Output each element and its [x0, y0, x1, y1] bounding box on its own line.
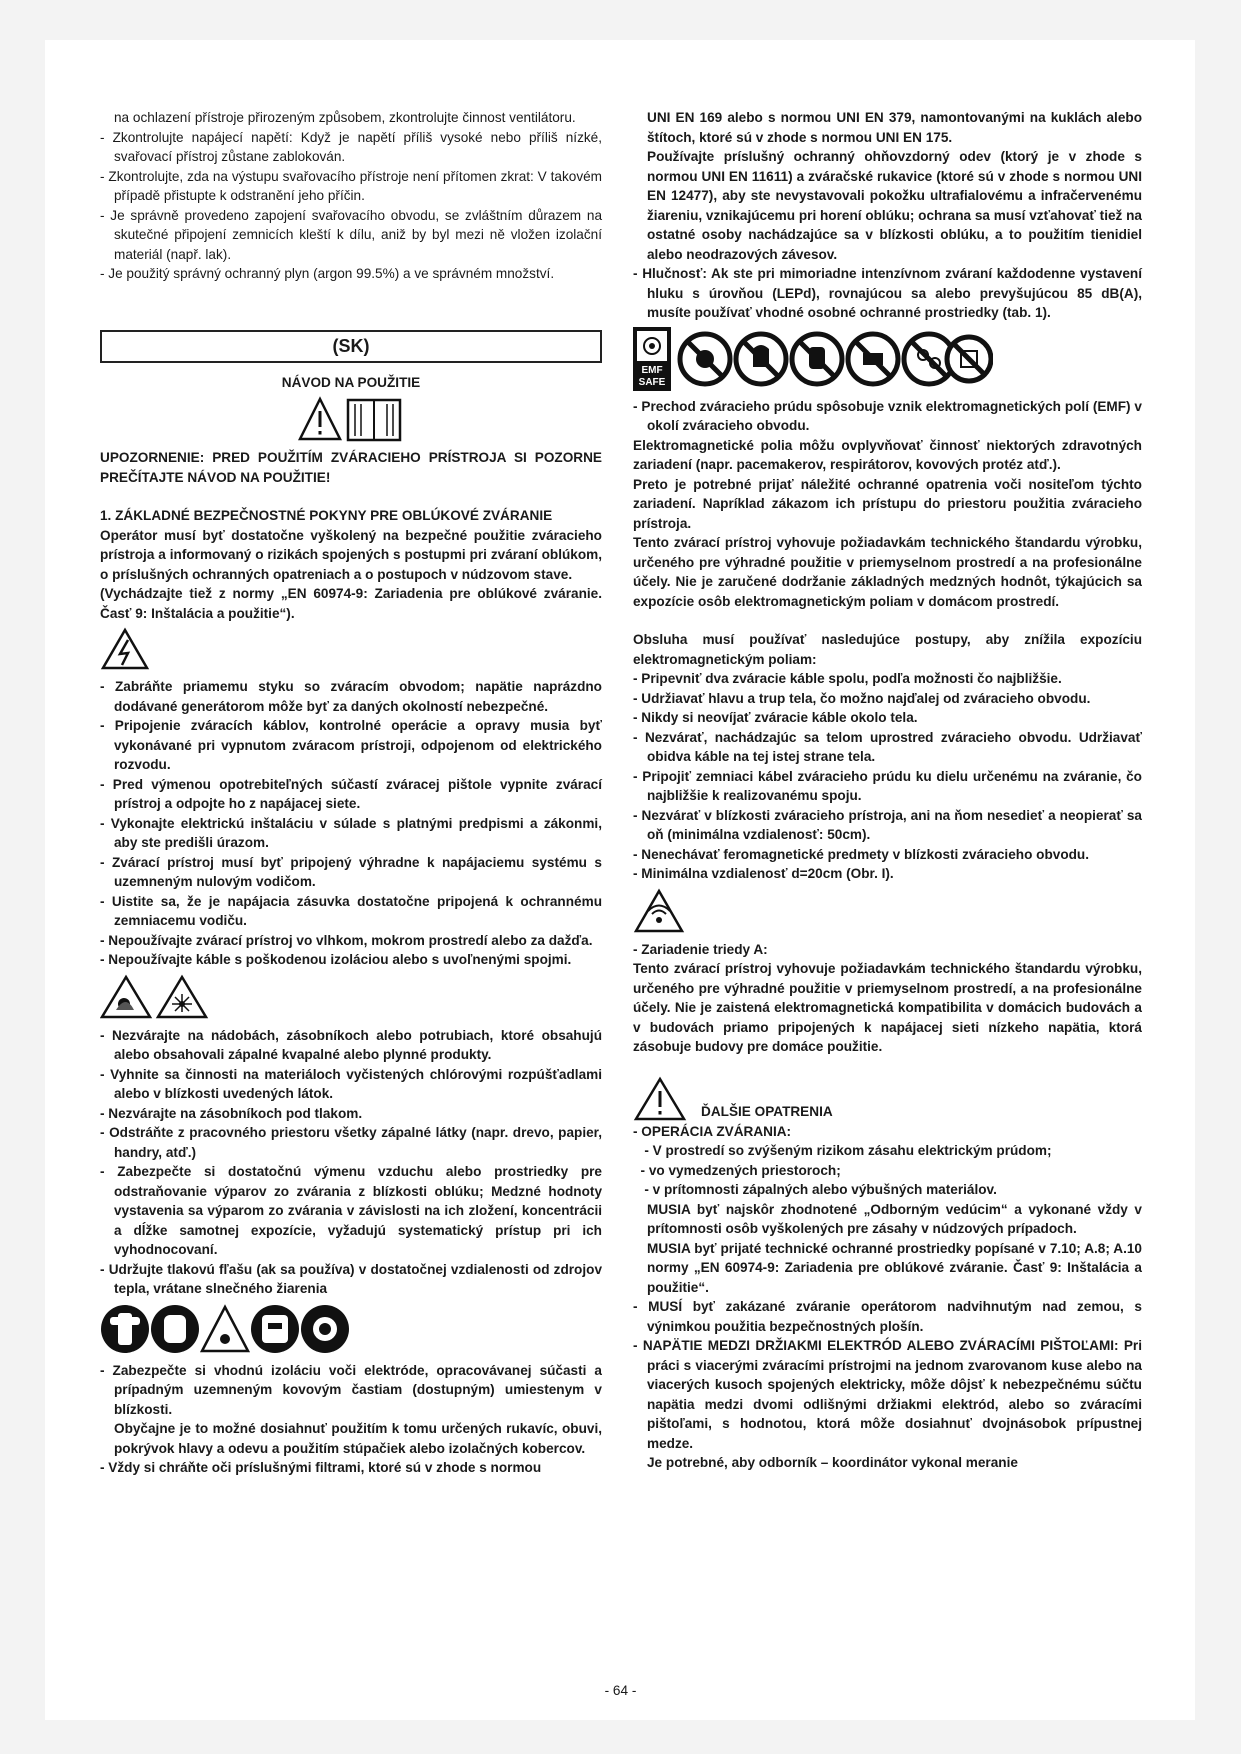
- list-item: - Nepoužívajte káble s poškodenou izoláciou alebo s uvoľnenými spojmi.: [100, 952, 572, 967]
- class-a-text: Tento zvárací prístroj vyhovuje požiadavkám technického štandardu výrobku, určeného pre výhradné použitie v priemyselnom prostredí, a na profesionálne účely. Nie je zaistená elektromagnetická kompatibilita v domácich budovách a v budovách priamo pripojených k napájacej sieti nízkeho napätia, ktorá zásobuje budovy pre domáce použitie.: [633, 961, 1142, 1054]
- fire-hazard-icon: [102, 977, 150, 1017]
- list-item-continuation: Obyčajne je to možné dosiahnuť použitím k tomu určených rukavíc, obuvi, pokrývok hlavy a odevu a použitím stúpačiek alebo izolačných kobercov.: [114, 1421, 602, 1456]
- manual-icons: [100, 396, 602, 442]
- electromagnetic-field-warning-icon: [636, 891, 682, 931]
- emf-icons: [633, 327, 1142, 391]
- list-item: - Pripojiť zemniaci kábel zváracieho prúdu ku dielu určenému na zváranie, čo najbližšie k realizovanému spoju.: [633, 768, 1142, 803]
- warning-triangle-icon: [300, 399, 340, 439]
- list-item: - Pripevniť dva zváracie káble spolu, podľa možnosti čo najbližšie.: [633, 671, 1062, 686]
- list-item: - V prostredí so zvýšeným rizikom zásahu elektrickým prúdom;: [633, 1143, 1052, 1158]
- list-item: - Odstráňte z pracovného priestoru všetky zápalné látky (napr. drevo, papier, handry, atď.): [100, 1125, 602, 1160]
- electric-hazard-icons: [100, 627, 602, 671]
- radiation-warning-icon: [202, 1307, 248, 1351]
- list-item: - Minimálna vzdialenosť d=20cm (Obr. I).: [633, 866, 894, 881]
- emf-safe-icon: [633, 327, 671, 391]
- warning-triangle-icon: [633, 1076, 687, 1122]
- emf-text: Tento zvárací prístroj vyhovuje požiadavkám technického štandardu výrobku, určeného pre výhradné použitie v priemyselnom prostredí a na profesionálne účely. Nie je zaručené dodržanie základných medzných hodnôt, týkajúcich sa expozície osôb elektromagnetickým poliam v domácom prostredí.: [633, 535, 1142, 609]
- list-item: - Nezvárať, nachádzajúc sa telom uprostred zváracieho obvodu. Udržiavať obidva káble na tej istej strane tela.: [633, 729, 1142, 764]
- list-item: - Nenechávať feromagnetické predmety v blízkosti zváracieho obvodu.: [633, 846, 1090, 862]
- procedures-intro: Obsluha musí používať nasledujúce postupy, aby znížila expozíciu elektromagnetickým poliam:: [633, 632, 1142, 667]
- further-title: ĎALŠIE OPATRENIA: [701, 1104, 833, 1119]
- ppe-text: Používajte príslušný ochranný ohňovzdorný odev (ktorý je v zhode s normou UNI EN 11611) a zváračské rukavice (ktoré sú v zhode s normou UNI EN 12477), aby ste nevystavovali pokožku ultrafialovému a infračervenému žiareniu, vznikajúcemu pri horení oblúku; ochrana sa musí vzťahovať tiež na ostatné osoby nachádzajúce sa v blízkosti oblúku, a to použitím tienidiel alebo neodrazových závesov.: [647, 149, 1142, 262]
- list-item: - Udržujte tlakovú fľašu (ak sa používa) v dostatočnej vzdialenosti od zdrojov tepla, vrátane slnečného žiarenia: [100, 1261, 602, 1296]
- list-item: - Zabráňte priamemu styku so zváracím obvodom; napätie naprázdno dodávané generátorom môže byť za daných okolností nebezpečné.: [100, 679, 602, 714]
- list-item: - Udržiavať hlavu a trup tela, čo možno najďalej od zváracieho obvodu.: [633, 690, 1091, 706]
- noise-text: - Hlučnosť: Ak ste pri mimoriadne intenzívnom zváraní každodenne vystavení hluku s úrovňou (LEPd), rovnajúcou sa alebo prevyšujúcou 85 dB(A), musíte používať vhodné osobné ochranné prostriedky (tab. 1).: [633, 266, 1142, 320]
- section-title: 1. ZÁKLADNÉ BEZPEČNOSTNÉ POKYNY PRE OBLÚKOVÉ ZVÁRANIE: [100, 508, 553, 523]
- musia-text: MUSIA byť prijaté technické ochranné prostriedky popísané v 7.10; A.8; A.10 normy „EN 60974-9: Zariadenia pre oblúkové zváranie. Časť 9: Inštalácia a použitie“.: [647, 1240, 1142, 1295]
- list-item: - Nezvárajte na zásobníkoch pod tlakom.: [100, 1105, 363, 1121]
- gloves-icon: [151, 1305, 199, 1353]
- emf-text: Elektromagnetické polia môžu ovplyvňovať činnosť niektorých zdravotných zariadení (napr. pacemakerov, respirátorov, kovových protéz atď.).: [633, 437, 1142, 472]
- fire-hazard-icons: [100, 974, 602, 1020]
- list-item: - Nikdy si neovíjať zváracie káble okolo tela.: [633, 710, 918, 725]
- ppe-icons: [100, 1303, 602, 1355]
- list-item: - Vyhnite sa činnosti na materiáloch vyčistených chlórovými rozpúšťadlami alebo v blízkosti uvedených látok.: [100, 1066, 602, 1101]
- no-hand-icon: [792, 334, 842, 384]
- list-item: - MUSÍ byť zakázané zváranie operátorom nadvihnutým nad zemou, s výnimkou použitia bezpečnostných plošín.: [633, 1299, 1142, 1334]
- list-item: - Uistite sa, že je napájacia zásuvka dostatočne pripojená k ochrannému zemniacemu vodiču.: [100, 893, 602, 928]
- intro-text: na ochlazení přístroje přirozeným způsobem, zkontrolujte činnost ventilátoru.: [114, 110, 576, 125]
- continued-text: UNI EN 169 alebo s normou UNI EN 379, namontovanými na kuklách alebo štítoch, ktoré sú v zhode s normou UNI EN 175.: [647, 110, 1142, 145]
- voltage-continuation: Je potrebné, aby odborník – koordinátor vykonal meranie: [647, 1455, 1018, 1470]
- welding-mask-icon: [251, 1305, 299, 1353]
- explosion-hazard-icon: [158, 977, 206, 1017]
- class-a-title: - Zariadenie triedy A:: [633, 941, 768, 957]
- emf-text: - Prechod zváracieho prúdu spôsobuje vznik elektromagnetických polí (EMF) v okolí zváracieho obvodu.: [633, 398, 1142, 433]
- list-item: - v prítomnosti zápalných alebo výbušných materiálov.: [633, 1182, 997, 1197]
- emf-text: Preto je potrebné prijať náležité ochranné opatrenia voči nositeľom týchto zariadení. Napríklad zákazom ich prístupu do priestoru použitia zváracieho prístroja.: [633, 476, 1142, 531]
- musia-text: MUSIA byť najskôr zhodnotené „Odborným vedúcim“ a vykonané vždy v prítomnosti osôb vyškolených pre zásahy v núdzových prípadoch.: [647, 1201, 1142, 1236]
- no-pacemaker-icon: [680, 334, 730, 384]
- emf-warning-icons: [633, 888, 1142, 934]
- list-item: - Zkontrolujte napájecí napětí: Když je napětí příliš vysoké nebo příliš nízké, svařovací přístroj zůstane zablokován.: [100, 129, 602, 164]
- page-number: - 64 -: [604, 1683, 637, 1698]
- list-item: - Zkontrolujte, zda na výstupu svařovacího přístroje není přítomen zkrat: V takovém případě přistupte k odstranění jeho příčin.: [100, 168, 602, 203]
- section-text: Operátor musí byť dostatočne vyškolený na bezpečné použitie zváracieho prístroja a informovaný o rizikách spojených s postupmi pri zváraní oblúkom, o príslušných ochranných opatreniach a o postupoch v núdzovom stave.: [100, 527, 602, 582]
- list-item: - Vykonajte elektrickú inštaláciu v súlade s platnými predpismi a zákonmi, aby ste predišli úrazom.: [100, 815, 602, 850]
- list-item: - Pred výmenou opotrebiteľných súčastí zváracej pištole vypnite zvárací prístroj a odpojte ho z napájacej siete.: [100, 776, 602, 811]
- no-magnetic-items-icon: [947, 337, 991, 381]
- left-column: [100, 108, 602, 1478]
- electric-shock-icon: [103, 630, 147, 668]
- list-item: - vo vymedzených priestoroch;: [633, 1162, 841, 1178]
- no-watch-icon: [848, 334, 898, 384]
- manual-title: NÁVOD NA POUŽITIE: [281, 374, 421, 390]
- list-item: - Zabezpečte si vhodnú izoláciu voči elektróde, opracovávanej súčasti a prípadným uzemneným kovovým častiam (dostupným) umiestenym v blízkosti.: [100, 1362, 602, 1417]
- protective-clothing-icon: [101, 1305, 149, 1353]
- language-header: (SK): [100, 330, 602, 363]
- ear-protection-icon: [301, 1305, 349, 1353]
- list-item: - Nezvárajte na nádobách, zásobníkoch alebo potrubiach, ktoré obsahujú alebo obsahovali zápalné kvapalné alebo plynné produkty.: [100, 1027, 602, 1062]
- list-item: - Vždy si chráňte oči príslušnými filtrami, ktoré sú v zhode s normou: [100, 1460, 542, 1475]
- warning-text: UPOZORNENIE: PRED POUŽITÍM ZVÁRACIEHO PRÍSTROJA SI POZORNE PREČÍTAJTE NÁVOD NA POUŽITIE!: [100, 450, 602, 485]
- further-header: [633, 1076, 1142, 1122]
- list-item: - NAPÄTIE MEDZI DRŽIAKMI ELEKTRÓD ALEBO ZVÁRACÍMI PIŠTOĽAMI: Pri práci s viacerými zváracími prístrojmi na jednom zvarovanom kuse alebo na viacerých kusoch spojených elektricky, môže dôjsť k nebezpečnému súčtu napätia medzi dvomi odlišnými držiakmi elektród, alebo so zváracími pištoľami, s hodnotou, ktorá môže dosiahnuť dvojnásobok prípustnej medze.: [633, 1338, 1142, 1451]
- list-item: - Zabezpečte si dostatočnú výmenu vzduchu alebo prostriedky pre odstraňovanie výparov zo zvárania z blízkosti oblúku; Medzné hodnoty vystavenia sa výparom zo zvárania v závislosti na ich zložení, koncentrácii a dĺžke samotnej expozície, vyžadujú systematický prístup pri ich vyhodnocovaní.: [100, 1164, 602, 1257]
- list-item: - Nezvárať v blízkosti zváracieho prístroja, ani na ňom nesedieť a neopierať sa oň (minimálna vzdialenosť: 50cm).: [633, 807, 1142, 842]
- list-item: - Pripojenie zváracích káblov, kontrolné operácie a opravy musia byť vykonávané pri vypnutom zváracom prístroji, odpojenom od elektrického rozvodu.: [100, 718, 602, 772]
- list-item: - Je správně provedeno zapojení svařovacího obvodu, se zvláštním důrazem na skutečné připojení zemnicích kleští k dílu, aniž by byl mezi ně vložen izolační materiál (např. lak).: [100, 207, 602, 262]
- list-item: - Nepoužívajte zvárací prístroj vo vlhkom, mokrom prostredí alebo za dažďa.: [100, 932, 593, 948]
- list-item: - Zvárací prístroj musí byť pripojený výhradne k napájaciemu systému s uzemneným nulovým vodičom.: [100, 854, 602, 889]
- list-item: - OPERÁCIA ZVÁRANIA:: [633, 1123, 792, 1139]
- manual-book-icon: [348, 400, 400, 440]
- list-item: - Je použitý správný ochranný plyn (argon 99.5%) a ve správném množství.: [100, 266, 555, 281]
- section-reference: (Vychádzajte tiež z normy „EN 60974-9: Zariadenia pre oblúkové zváranie. Časť 9: Inštalácia a použitie“).: [100, 586, 602, 621]
- no-metal-implants-icon: [736, 334, 786, 384]
- safe-label: SAFE: [638, 376, 666, 388]
- right-column: [633, 108, 1142, 1473]
- emf-label: EMF: [641, 364, 663, 376]
